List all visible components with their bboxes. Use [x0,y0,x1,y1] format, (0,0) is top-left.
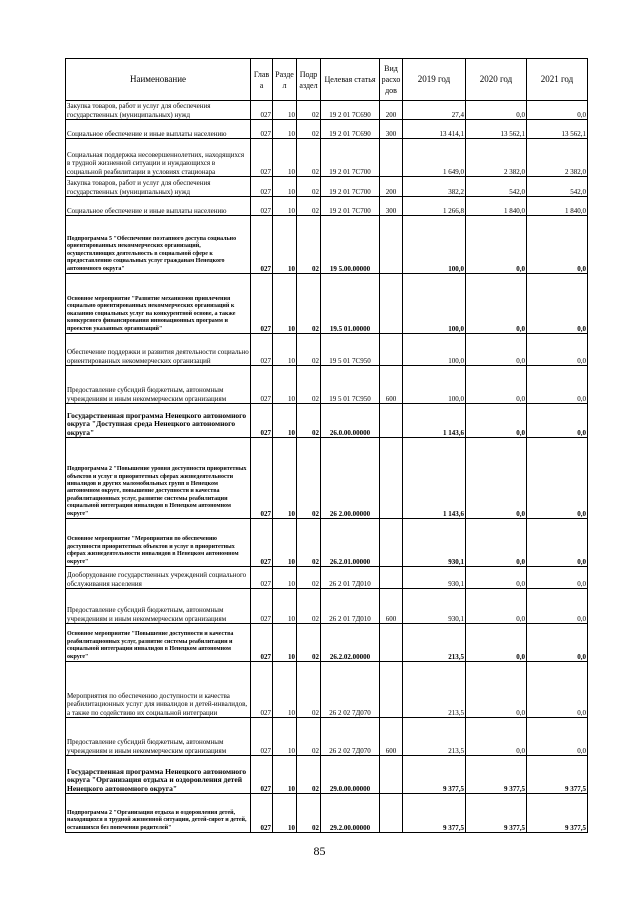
row-2021: 0,0 [527,274,588,334]
row-statya: 19 2 01 7С700 [321,139,380,177]
row-podrazdel: 02 [297,718,321,756]
row-statya: 26.2.01.00000 [321,519,380,567]
row-vid [380,139,403,177]
row-vid: 300 [380,197,403,216]
row-vid [380,274,403,334]
row-2020: 2 382,0 [466,139,527,177]
row-2019: 1 266,8 [403,197,466,216]
row-podrazdel: 02 [297,120,321,139]
row-2021: 9 377,5 [527,794,588,833]
row-razdel: 10 [273,794,297,833]
row-2019: 382,2 [403,177,466,197]
row-2020: 0,0 [466,438,527,519]
row-glava: 027 [251,624,273,662]
row-glava: 027 [251,139,273,177]
row-2020: 13 562,1 [466,120,527,139]
row-2021: 0,0 [527,366,588,404]
header-2021: 2021 год [527,59,588,101]
header-glava: Глав а [251,59,273,101]
row-statya: 19 2 01 7С690 [321,120,380,139]
row-podrazdel: 02 [297,404,321,438]
row-statya: 26.2.02.00000 [321,624,380,662]
row-vid [380,567,403,589]
row-statya: 19 5.00.00000 [321,216,380,274]
row-razdel: 10 [273,567,297,589]
row-name: Социальная поддержка несовершеннолетних, находящихся в трудной жизненной ситуации и нуждающихся в социальной реабилитации в условиях стационара [66,139,251,177]
row-statya: 19 2 01 7С700 [321,177,380,197]
row-vid [380,334,403,366]
row-vid [380,794,403,833]
row-2020: 0,0 [466,718,527,756]
row-glava: 027 [251,662,273,718]
table-row [66,794,588,833]
row-podrazdel: 02 [297,216,321,274]
row-statya: 26.0.00.00000 [321,404,380,438]
row-2020: 0,0 [466,589,527,624]
row-2020: 0,0 [466,334,527,366]
row-podrazdel: 02 [297,567,321,589]
row-name: Основное мероприятие "Повышение доступности и качества реабилитационных услуг, развитие системы реабилитации и социальной интеграции инвалидов в Ненецком автономном округе" [66,624,251,662]
row-2021: 0,0 [527,404,588,438]
row-vid: 300 [380,120,403,139]
table-row [66,197,588,216]
header-podrazdel: Подр аздел [297,59,321,101]
row-razdel: 10 [273,519,297,567]
row-2019: 213,5 [403,662,466,718]
row-2021: 0,0 [527,567,588,589]
table-row [66,139,588,177]
row-2019: 100,0 [403,216,466,274]
row-podrazdel: 02 [297,139,321,177]
row-vid [380,404,403,438]
row-statya: 19 2 01 7С690 [321,101,380,120]
row-glava: 027 [251,120,273,139]
row-name: Подпрограмма 2 "Повышение уровня доступности приоритетных объектов и услуг в приоритетных сферах жизнедеятельности инвалидов и других маломобильных групп в Ненецком автономном округе, повышение доступности и качества реабилитационных услуг, развитие системы реабилитации социальной интеграции инвалидов в Ненецком автономном округе" [66,438,251,519]
row-2019: 9 377,5 [403,794,466,833]
row-glava: 027 [251,519,273,567]
row-glava: 027 [251,334,273,366]
row-name: Закупка товаров, работ и услуг для обеспечения государственных (муниципальных) нужд [66,177,251,197]
row-2021: 542,0 [527,177,588,197]
row-glava: 027 [251,197,273,216]
row-glava: 027 [251,216,273,274]
table-row [66,662,588,718]
row-glava: 027 [251,589,273,624]
row-statya: 29.0.00.00000 [321,756,380,794]
row-podrazdel: 02 [297,101,321,120]
row-2021: 2 382,0 [527,139,588,177]
row-statya: 19 5 01 7С950 [321,366,380,404]
row-2020: 9 377,5 [466,794,527,833]
row-vid: 200 [380,177,403,197]
row-glava: 027 [251,756,273,794]
row-vid [380,216,403,274]
row-2019: 9 377,5 [403,756,466,794]
row-podrazdel: 02 [297,197,321,216]
row-statya: 26 2 02 7Д070 [321,662,380,718]
row-name: Основное мероприятие "Мероприятия по обеспечению доступности приоритетных объектов и услуг в приоритетных сферах жизнедеятельности инвалидов в Ненецком автономном округе" [66,519,251,567]
row-2019: 213,5 [403,624,466,662]
row-razdel: 10 [273,366,297,404]
table-row [66,101,588,120]
row-razdel: 10 [273,216,297,274]
row-2021: 0,0 [527,101,588,120]
row-2019: 13 414,1 [403,120,466,139]
row-vid [380,438,403,519]
row-razdel: 10 [273,438,297,519]
header-2019: 2019 год [403,59,466,101]
row-2019: 930,1 [403,567,466,589]
row-glava: 027 [251,404,273,438]
row-vid [380,519,403,567]
row-2020: 0,0 [466,519,527,567]
row-podrazdel: 02 [297,756,321,794]
row-2020: 9 377,5 [466,756,527,794]
row-2021: 0,0 [527,519,588,567]
row-podrazdel: 02 [297,794,321,833]
row-name: Основное мероприятие "Развитие механизмов привлечения социально ориентированных некоммерческих организаций к оказанию социальных услуг на конкурентной основе, а также конкурсного финансирования инновационных программ и проектов указанных организаций" [66,274,251,334]
row-glava: 027 [251,366,273,404]
row-2020: 0,0 [466,101,527,120]
row-razdel: 10 [273,197,297,216]
row-statya: 26 2 02 7Д070 [321,718,380,756]
header-2020: 2020 год [466,59,527,101]
row-2020: 0,0 [466,567,527,589]
row-razdel: 10 [273,139,297,177]
row-name: Социальное обеспечение и иные выплаты населению [66,120,251,139]
row-2019: 27,4 [403,101,466,120]
row-name: Обеспечение поддержки и развития деятельности социально ориентированных некоммерческих организаций [66,334,251,366]
row-2019: 100,0 [403,274,466,334]
row-razdel: 10 [273,101,297,120]
budget-table [65,58,588,833]
row-name: Социальное обеспечение и иные выплаты населению [66,197,251,216]
row-podrazdel: 02 [297,662,321,718]
row-podrazdel: 02 [297,589,321,624]
header-vid: Вид расхо дов [380,59,403,101]
row-razdel: 10 [273,177,297,197]
table-row [66,567,588,589]
row-2021: 0,0 [527,718,588,756]
row-razdel: 10 [273,589,297,624]
table-row [66,366,588,404]
header-statya: Целевая статья [321,59,380,101]
row-razdel: 10 [273,120,297,139]
row-statya: 29.2.00.00000 [321,794,380,833]
row-vid: 600 [380,589,403,624]
row-2019: 100,0 [403,366,466,404]
row-name: Подпрограмма 2 "Организация отдыха и оздоровления детей, находящихся в трудной жизненной ситуации, детей-сирот и детей, оставшихся без попечения родителей" [66,794,251,833]
row-name: Дооборудование государственных учреждений социального обслуживания населения [66,567,251,589]
row-razdel: 10 [273,274,297,334]
table-row [66,274,588,334]
row-2019: 930,1 [403,589,466,624]
row-statya: 19 2 01 7С700 [321,197,380,216]
table-row [66,519,588,567]
table-row [66,589,588,624]
row-glava: 027 [251,274,273,334]
header-razdel: Разде л [273,59,297,101]
row-glava: 027 [251,718,273,756]
table-row [66,120,588,139]
row-name: Предоставление субсидий бюджетным, автономным учреждениям и иным некоммерческим организациям [66,589,251,624]
row-razdel: 10 [273,404,297,438]
row-2019: 1 143,6 [403,404,466,438]
row-razdel: 10 [273,334,297,366]
row-podrazdel: 02 [297,334,321,366]
row-2021: 13 562,1 [527,120,588,139]
row-2019: 100,0 [403,334,466,366]
row-2020: 542,0 [466,177,527,197]
row-2020: 0,0 [466,366,527,404]
row-glava: 027 [251,438,273,519]
table-row [66,404,588,438]
row-2019: 930,1 [403,519,466,567]
row-statya: 26 2.00.00000 [321,438,380,519]
row-podrazdel: 02 [297,177,321,197]
row-2021: 0,0 [527,334,588,366]
row-2020: 0,0 [466,624,527,662]
row-2020: 0,0 [466,274,527,334]
row-2019: 213,5 [403,718,466,756]
row-podrazdel: 02 [297,366,321,404]
row-podrazdel: 02 [297,274,321,334]
table-row [66,177,588,197]
row-name: Закупка товаров, работ и услуг для обеспечения государственных (муниципальных) нужд [66,101,251,120]
row-2020: 1 840,0 [466,197,527,216]
row-2021: 0,0 [527,438,588,519]
row-razdel: 10 [273,662,297,718]
table-row [66,334,588,366]
table-row [66,624,588,662]
row-glava: 027 [251,101,273,120]
row-2020: 0,0 [466,662,527,718]
row-statya: 26 2 01 7Д010 [321,589,380,624]
row-name: Государственная программа Ненецкого автономного округа "Организация отдыха и оздоровления детей Ненецкого автономного округа" [66,756,251,794]
table-row [66,216,588,274]
row-podrazdel: 02 [297,519,321,567]
row-name: Государственная программа Ненецкого автономного округа "Доступная среда Ненецкого автономного округа" [66,404,251,438]
row-statya: 19 5 01 7С950 [321,334,380,366]
row-statya: 26 2 01 7Д010 [321,567,380,589]
row-vid: 600 [380,366,403,404]
row-2021: 0,0 [527,662,588,718]
row-2020: 0,0 [466,404,527,438]
row-name: Мероприятия по обеспечению доступности и качества реабилитационных услуг для инвалидов и детей-инвалидов, а также по содействию их социальной интеграции [66,662,251,718]
row-vid: 200 [380,101,403,120]
row-name: Подпрограмма 5 "Обеспечение поэтапного доступа социально ориентированных некоммерческих организаций, осуществляющих деятельность в социальной сфере к предоставлению социальных услуг гражданам Ненецкого автономного округа" [66,216,251,274]
table-row [66,756,588,794]
page-number: 85 [313,844,326,858]
table-body [66,101,588,833]
row-statya: 19.5 01.00000 [321,274,380,334]
row-name: Предоставление субсидий бюджетным, автономным учреждениям и иным некоммерческим организациям [66,366,251,404]
row-2019: 1 649,0 [403,139,466,177]
row-glava: 027 [251,794,273,833]
table-header [66,59,588,101]
row-2020: 0,0 [466,216,527,274]
row-vid: 600 [380,718,403,756]
row-podrazdel: 02 [297,438,321,519]
row-podrazdel: 02 [297,624,321,662]
row-name: Предоставление субсидий бюджетным, автономным учреждениям и иным некоммерческим организациям [66,718,251,756]
row-razdel: 10 [273,624,297,662]
row-glava: 027 [251,567,273,589]
table-row [66,438,588,519]
row-2019: 1 143,6 [403,438,466,519]
table-row [66,718,588,756]
row-razdel: 10 [273,756,297,794]
header-name: Наименование [66,59,251,101]
row-glava: 027 [251,177,273,197]
row-vid [380,624,403,662]
row-razdel: 10 [273,718,297,756]
row-2021: 0,0 [527,216,588,274]
row-vid [380,756,403,794]
row-2021: 0,0 [527,624,588,662]
row-vid [380,662,403,718]
row-2021: 9 377,5 [527,756,588,794]
row-2021: 0,0 [527,589,588,624]
row-2021: 1 840,0 [527,197,588,216]
